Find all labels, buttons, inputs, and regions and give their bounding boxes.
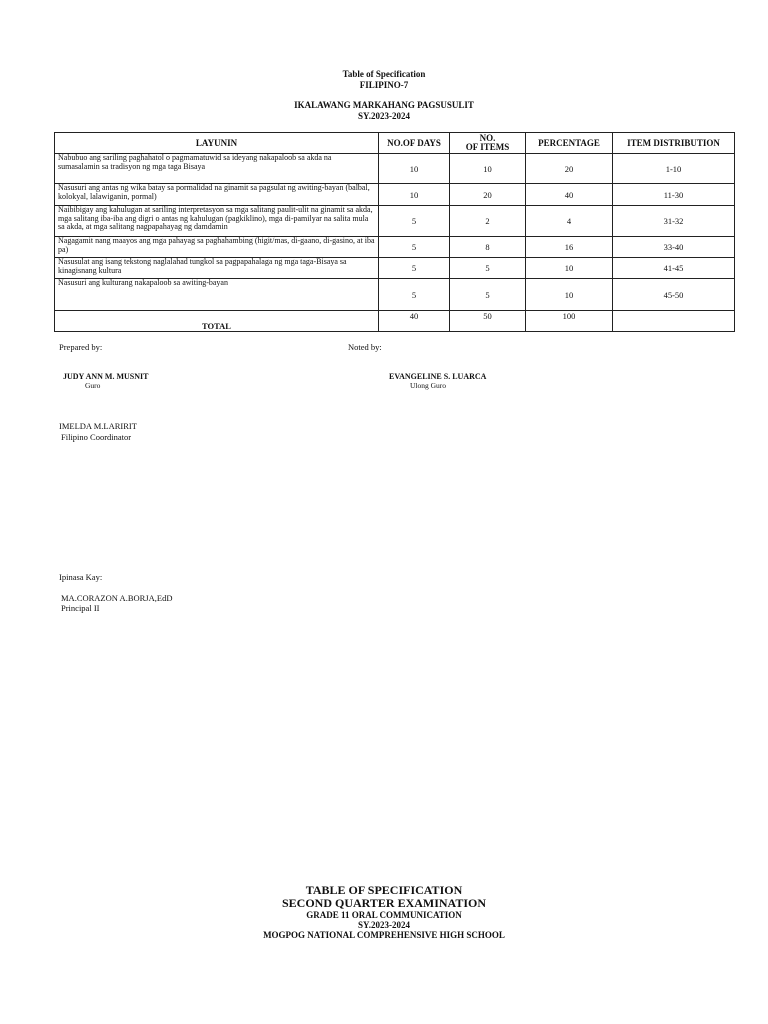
- footer-sy: SY.2023-2024: [358, 920, 410, 930]
- table-row: [55, 258, 735, 279]
- col-header-layunin: LAYUNIN: [55, 133, 379, 154]
- objective-cell: Nasusuri ang antas ng wika batay sa pormalidad na ginamit sa pagsulat ng awiting-bayan (balbal, kolokyal, lalawiganin, pormal): [55, 184, 379, 206]
- prepared-by-label: Prepared by:: [59, 342, 103, 352]
- percentage-cell: 16: [526, 237, 613, 258]
- table-row: [55, 237, 735, 258]
- table-row: [55, 206, 735, 237]
- total-days: 40: [379, 311, 450, 332]
- distribution-cell: 41-45: [613, 258, 735, 279]
- items-cell: 20: [450, 184, 526, 206]
- col-header-items: NO. OF ITEMS: [450, 133, 526, 154]
- distribution-cell: 31-32: [613, 206, 735, 237]
- percentage-cell: 4: [526, 206, 613, 237]
- days-cell: 10: [379, 154, 450, 184]
- submitted-to-label: Ipinasa Kay:: [59, 572, 103, 582]
- table-row: [55, 154, 735, 184]
- principal-name: MA.CORAZON A.BORJA,EdD: [61, 593, 173, 603]
- preparer-name: JUDY ANN M. MUSNIT: [63, 372, 149, 381]
- footer-title: TABLE OF SPECIFICATION: [305, 883, 463, 897]
- total-row: [55, 311, 735, 332]
- distribution-cell: 33-40: [613, 237, 735, 258]
- days-cell: 5: [379, 206, 450, 237]
- objective-cell: Nagagamit nang maayos ang mga pahayag sa paghahambing (higit/mas, di-gaano, di-gasino, at iba pa): [55, 237, 379, 258]
- noter-name: EVANGELINE S. LUARCA: [389, 372, 487, 381]
- distribution-cell: 45-50: [613, 279, 735, 311]
- preparer-role: Guro: [85, 381, 101, 390]
- footer-grade: GRADE 11 ORAL COMMUNICATION: [306, 910, 462, 920]
- table-header-row: [55, 133, 735, 154]
- school-year: SY.2023-2024: [358, 111, 410, 121]
- items-cell: 5: [450, 279, 526, 311]
- specification-table: [54, 132, 735, 332]
- noter-role: Ulong Guro: [410, 381, 447, 390]
- col-header-distribution: ITEM DISTRIBUTION: [613, 133, 735, 154]
- col-header-days: NO.OF DAYS: [379, 133, 450, 154]
- table-row: [55, 184, 735, 206]
- distribution-cell: 1-10: [613, 154, 735, 184]
- objective-cell: Naibibigay ang kahulugan at sariling interpretasyon sa mga salitang paulit-ulit na ginamit sa akda, mga salitang iba-iba ang digri o antas ng kahulugan (pagkiklino), mga di-pamilyar na salita mula sa akda, at mga salitang nagpapahayag ng damdamin: [55, 206, 379, 237]
- total-label: TOTAL: [55, 311, 379, 332]
- days-cell: 10: [379, 184, 450, 206]
- footer-school: MOGPOG NATIONAL COMPREHENSIVE HIGH SCHOOL: [263, 930, 505, 940]
- days-cell: 5: [379, 258, 450, 279]
- percentage-cell: 40: [526, 184, 613, 206]
- total-distribution: [613, 311, 735, 332]
- items-cell: 8: [450, 237, 526, 258]
- objective-cell: Nabubuo ang sariling paghahatol o pagmamatuwid sa ideyang nakapaloob sa akda na sumasalamin sa tradisyon ng mga taga Bisaya: [55, 154, 379, 184]
- days-cell: 5: [379, 279, 450, 311]
- objective-cell: Nasusuri ang kulturang nakapaloob sa awiting-bayan: [55, 279, 379, 311]
- coordinator-name: IMELDA M.LARIRIT: [59, 421, 137, 431]
- percentage-cell: 10: [526, 258, 613, 279]
- percentage-cell: 10: [526, 279, 613, 311]
- total-items: 50: [450, 311, 526, 332]
- items-cell: 2: [450, 206, 526, 237]
- doc-subject: FILIPINO-7: [359, 80, 409, 90]
- noted-by-label: Noted by:: [348, 342, 382, 352]
- items-cell: 10: [450, 154, 526, 184]
- coordinator-role: Filipino Coordinator: [61, 432, 132, 442]
- distribution-cell: 11-30: [613, 184, 735, 206]
- total-percentage: 100: [526, 311, 613, 332]
- principal-role: Principal II: [61, 603, 100, 613]
- col-header-percentage: PERCENTAGE: [526, 133, 613, 154]
- exam-title: IKALAWANG MARKAHANG PAGSUSULIT: [294, 100, 474, 110]
- table-row: [55, 279, 735, 311]
- percentage-cell: 20: [526, 154, 613, 184]
- days-cell: 5: [379, 237, 450, 258]
- doc-title: Table of Specification: [342, 69, 426, 79]
- objective-cell: Nasusulat ang isang tekstong naglalahad tungkol sa pagpapahalaga ng mga taga-Bisaya sa kinagisnang kultura: [55, 258, 379, 279]
- footer-exam: SECOND QUARTER EXAMINATION: [281, 896, 487, 910]
- items-cell: 5: [450, 258, 526, 279]
